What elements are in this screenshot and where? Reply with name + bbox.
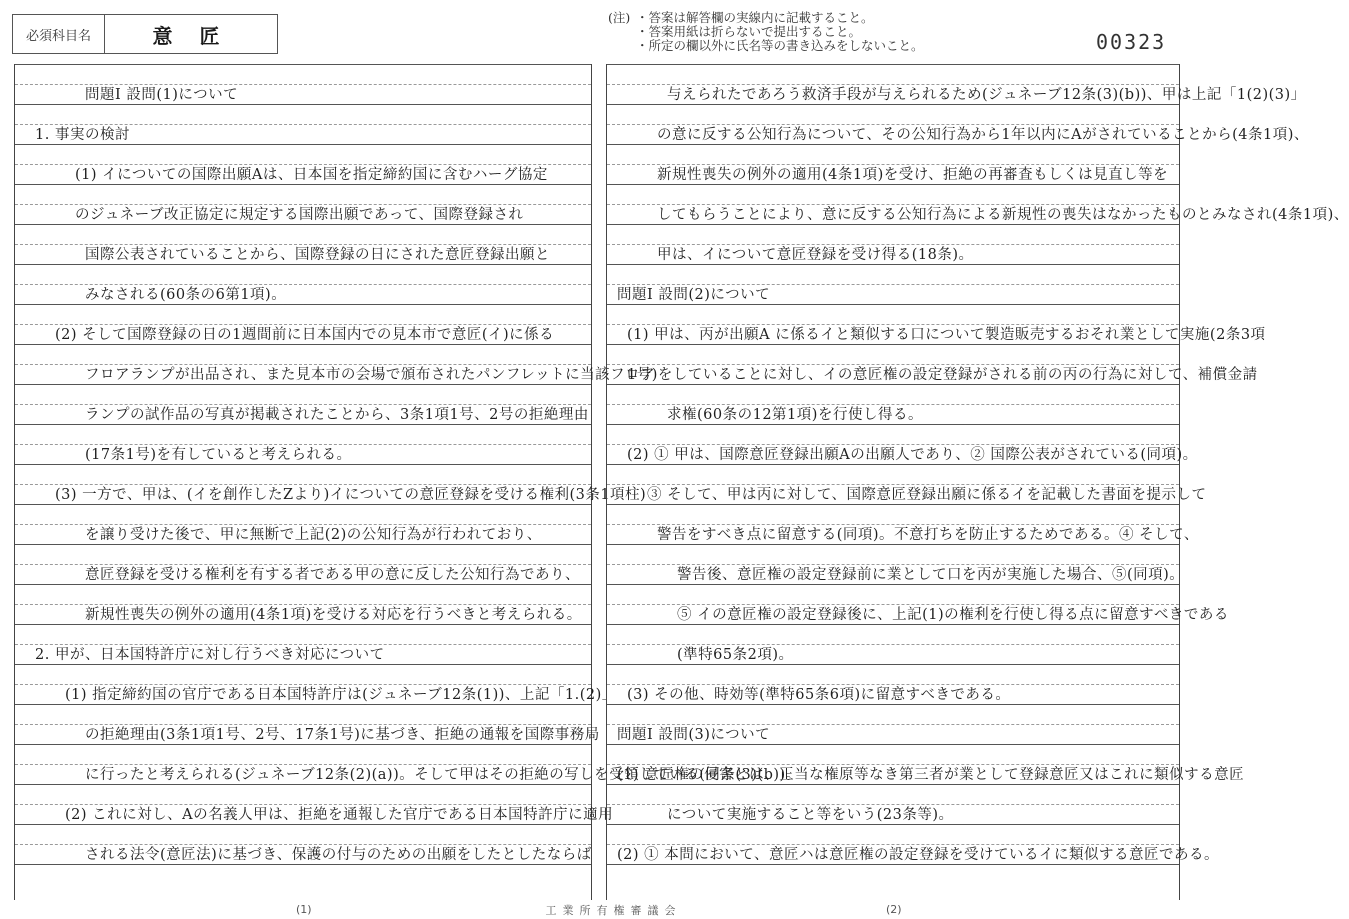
row-rule <box>15 744 591 745</box>
row-rule <box>15 704 591 705</box>
answer-line: 意匠登録を受ける権利を有する者である甲の意に反した公知行為であり、 <box>85 567 580 583</box>
row-rule <box>607 664 1179 665</box>
row-rule <box>607 144 1179 145</box>
answer-line: 与えられたであろう救済手段が与えられるため(ジュネーブ12条(3)(b))、甲は上記「1(2)(3)」 <box>667 87 1306 103</box>
row-rule <box>607 824 1179 825</box>
note-text-1: ・答案は解答欄の実線内に記載すること。 <box>636 10 874 25</box>
row-rule <box>15 344 591 345</box>
answer-line: 警告をすべき点に留意する(同項)。不意打ちを防止するためである。④ そして、 <box>657 527 1199 543</box>
note-row-1 <box>608 11 924 25</box>
row-rule <box>607 624 1179 625</box>
row-rule <box>607 104 1179 105</box>
answer-line: (17条1号)を有していると考えられる。 <box>85 447 352 463</box>
answer-line: 警告後、意匠権の設定登録前に業として口を丙が実施した場合、⑤(同項)。 <box>677 567 1185 583</box>
answer-line: の拒絶理由(3条1項1号、2号、17条1号)に基づき、拒絶の通報を国際事務局 <box>85 727 600 743</box>
sheet-top-rule <box>607 64 1179 65</box>
row-rule <box>15 664 591 665</box>
answer-line: してもらうことにより、意に反する公知行為による新規性の喪失はなかったものとみなされ(4条1項)、 <box>657 207 1349 223</box>
row-rule <box>607 864 1179 865</box>
row-rule <box>15 824 591 825</box>
row-rule <box>607 304 1179 305</box>
answer-line: ③ そして、甲は丙に対して、国際意匠登録出願に係るイを記載した書面を提示して <box>647 487 1207 503</box>
row-rule <box>15 784 591 785</box>
answer-line: について実施すること等をいう(23条等)。 <box>667 807 954 823</box>
answer-line: (2) そして国際登録の日の1週間前に日本国内での見本市で意匠(イ)に係る <box>55 327 555 343</box>
answer-line: (1) イについての国際出願Aは、日本国を指定締約国に含むハーグ協定 <box>75 167 548 183</box>
answer-line: (2) ① 甲は、国際意匠登録出願Aの出願人であり、② 国際公表がされている(同項)。 <box>627 447 1198 463</box>
page-number-right: (2) <box>886 903 902 916</box>
row-rule <box>15 104 591 105</box>
row-rule <box>607 224 1179 225</box>
answer-line: フロアランプが出品され、また見本市の会場で頒布されたパンフレットに当該フロア <box>85 367 656 383</box>
answer-line: (1) 指定締約国の官庁である日本国特許庁は(ジュネーブ12条(1))、上記「1.(2)」 <box>65 687 617 703</box>
row-rule <box>607 344 1179 345</box>
row-rule <box>15 424 591 425</box>
answer-line: 新規性喪失の例外の適用(4条1項)を受ける対応を行うべきと考えられる。 <box>85 607 582 623</box>
answer-line: 求権(60条の12第1項)を行使し得る。 <box>667 407 923 423</box>
row-rule <box>15 144 591 145</box>
council-footer: 工業所有権審議会 <box>545 904 682 917</box>
subject-value: 意 匠 <box>152 23 230 48</box>
answer-line: 問題Ⅰ 設問(1)について <box>85 87 239 103</box>
row-rule <box>607 584 1179 585</box>
row-rule <box>15 224 591 225</box>
answer-line: 甲は、イについて意匠登録を受け得る(18条)。 <box>657 247 974 263</box>
row-rule <box>15 584 591 585</box>
answer-line: を譲り受けた後で、甲に無断で上記(2)の公知行為が行われており、 <box>85 527 542 543</box>
answer-line: 1号)をしていることに対し、イの意匠権の設定登録がされる前の丙の行為に対して、補償金請 <box>627 367 1258 383</box>
row-rule <box>607 784 1179 785</box>
row-rule <box>15 184 591 185</box>
answer-line: される法令(意匠法)に基づき、保護の付与のための出願をしたとしたならば <box>85 847 592 863</box>
answer-line: 1. 事実の検討 <box>35 127 130 143</box>
row-rule <box>15 624 591 625</box>
answer-line: (1) 意匠権の侵害とは、正当な権原等なき第三者が業として登録意匠又はこれに類似する意匠 <box>617 767 1245 783</box>
answer-line: ⑤ イの意匠権の設定登録後に、上記(1)の権利を行使し得る点に留意すべきである <box>677 607 1229 623</box>
answer-sheet-right <box>606 64 1349 900</box>
answer-line: の意に反する公知行為について、その公知行為から1年以内にAがされていることから(4条1項)、 <box>657 127 1309 143</box>
answer-line: (3) その他、時効等(準特65条6項)に留意すべきである。 <box>627 687 1011 703</box>
row-rule <box>15 264 591 265</box>
row-rule <box>607 464 1179 465</box>
answer-line: ランプの試作品の写真が掲載されたことから、3条1項1号、2号の拒絶理由 <box>85 407 589 423</box>
note-row-2 <box>608 25 924 39</box>
note-text-3: ・所定の欄以外に氏名等の書き込みをしないこと。 <box>636 38 924 53</box>
note-row-3 <box>608 39 924 53</box>
answer-line: (2) これに対し、Aの名義人甲は、拒絶を通報した官庁である日本国特許庁に適用 <box>65 807 614 823</box>
row-rule <box>607 704 1179 705</box>
answer-line: (2) ① 本問において、意匠ハは意匠権の設定登録を受けているイに類似する意匠である。 <box>617 847 1219 863</box>
exam-number: 00323 <box>1096 30 1167 54</box>
row-rule <box>607 504 1179 505</box>
row-rule <box>15 544 591 545</box>
row-rule <box>607 264 1179 265</box>
answer-line: に行ったと考えられる(ジュネーブ12条(2)(a))。そして甲はその拒絶の写しを受領している(同条(3)(b))。 <box>85 767 801 783</box>
subject-label: 必須科目名 <box>13 15 105 53</box>
answer-line: 新規性喪失の例外の適用(4条1項)を受け、拒絶の再審査もしくは見直し等を <box>657 167 1169 183</box>
note-text-2: ・答案用紙は折らないで提出すること。 <box>636 24 862 39</box>
answer-line: みなされる(60条の6第1項)。 <box>85 287 287 303</box>
answer-line: 2. 甲が、日本国特許庁に対し行うべき対応について <box>35 647 385 663</box>
row-rule <box>607 424 1179 425</box>
row-rule <box>15 864 591 865</box>
answer-line: のジュネーブ改正協定に規定する国際出願であって、国際登録され <box>75 207 524 223</box>
row-rule <box>15 504 591 505</box>
answer-line: (3) 一方で、甲は、(イを創作したZより)イについての意匠登録を受ける権利(3条1項柱) <box>55 487 647 503</box>
row-rule <box>607 384 1179 385</box>
row-rule <box>15 304 591 305</box>
instructions-notes <box>608 11 924 53</box>
subject-box <box>12 14 278 54</box>
sheet-top-rule <box>15 64 591 65</box>
answer-line: 問題Ⅰ 設問(3)について <box>617 727 771 743</box>
notes-lead: (注) <box>608 10 631 25</box>
answer-line: 問題Ⅰ 設問(2)について <box>617 287 771 303</box>
answer-line: (準特65条2項)。 <box>677 647 794 663</box>
row-rule <box>607 544 1179 545</box>
answer-line: 国際公表されていることから、国際登録の日にされた意匠登録出願と <box>85 247 550 263</box>
row-rule <box>15 384 591 385</box>
row-rule <box>607 184 1179 185</box>
row-rule <box>607 744 1179 745</box>
page-number-left: (1) <box>296 903 312 916</box>
answer-line: (1) 甲は、丙が出願A に係るイと類似する口について製造販売するおそれ業として実施(2条3項 <box>627 327 1266 343</box>
row-rule <box>15 464 591 465</box>
